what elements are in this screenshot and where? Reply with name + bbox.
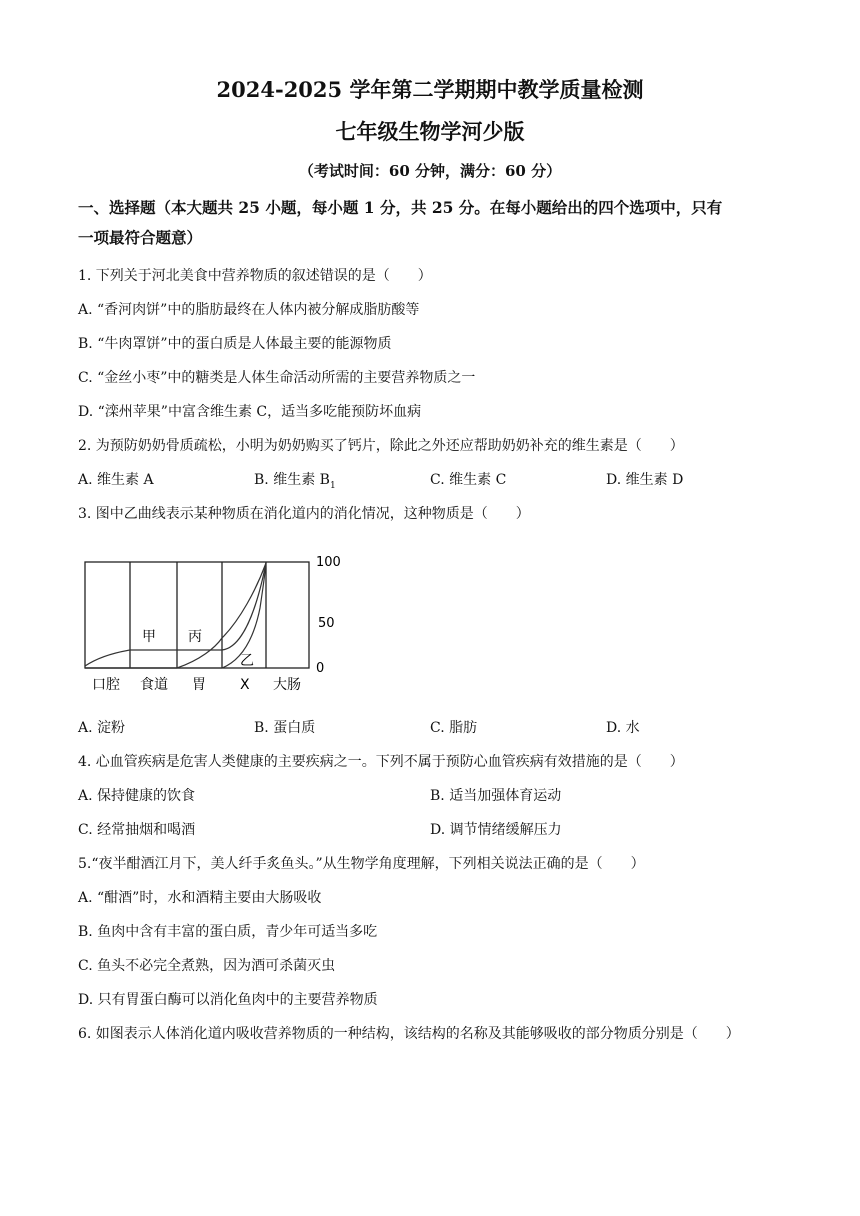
q1-option-d: D. “滦州苹果”中富含维生素 C，适当多吃能预防坏血病 xyxy=(78,404,422,420)
q4-option-d: D. 调节情绪缓解压力 xyxy=(430,822,562,838)
exam-info: （考试时间：60 分钟，满分：60 分） xyxy=(298,162,562,180)
organ-x: X xyxy=(240,677,250,693)
section-heading xyxy=(78,193,790,253)
q2-option-b xyxy=(254,469,336,491)
organ-large-intestine: 大肠 xyxy=(273,677,301,693)
q5-option-a: A. “酣酒”时，水和酒精主要由大肠吸收 xyxy=(78,890,322,906)
q5-option-c: C. 鱼头不必完全煮熟，因为酒可杀菌灭虫 xyxy=(78,958,336,974)
q1-option-c: C. “金丝小枣”中的糖类是人体生命活动所需的主要营养物质之一 xyxy=(78,370,476,386)
q2-option-a: A. 维生素 A xyxy=(78,472,154,488)
curve-yi xyxy=(85,563,266,668)
q3-option-c: C. 脂肪 xyxy=(430,720,478,736)
q4-option-b: B. 适当加强体育运动 xyxy=(430,788,562,804)
exam-subtitle: 七年级生物学河少版 xyxy=(335,119,525,144)
q1-stem: 1. 下列关于河北美食中营养物质的叙述错误的是（ ） xyxy=(78,268,432,284)
y-tick-50: 50 xyxy=(318,616,335,631)
label-bing: 丙 xyxy=(188,629,202,645)
section-heading-line1: 一、选择题（本大题共 25 小题，每小题 1 分，共 25 分。在每小题给出的四个选项中，只有 xyxy=(78,198,723,217)
curve-jia xyxy=(85,563,266,666)
label-jia: 甲 xyxy=(142,629,156,645)
q2-option-b-text: B. 维生素 B xyxy=(254,472,330,488)
q6-stem: 6. 如图表示人体消化道内吸收营养物质的一种结构，该结构的名称及其能够吸收的部分物质分别是（ ） xyxy=(78,1026,740,1042)
q3-option-b: B. 蛋白质 xyxy=(254,720,316,736)
organ-mouth: 口腔 xyxy=(92,677,120,693)
q4-stem: 4. 心血管疾病是危害人类健康的主要疾病之一。下列不属于预防心血管疾病有效措施的是（ ） xyxy=(78,754,684,770)
y-tick-0: 0 xyxy=(316,661,325,676)
q3-option-d: D. 水 xyxy=(606,720,640,736)
label-yi: 乙 xyxy=(240,653,254,669)
curve-bing xyxy=(85,563,266,668)
organ-stomach: 胃 xyxy=(192,677,206,693)
q2-option-b-subscript: 1 xyxy=(329,480,336,491)
organ-esophagus: 食道 xyxy=(140,677,168,693)
q3-option-a: A. 淀粉 xyxy=(78,720,126,736)
q5-option-b: B. 鱼肉中含有丰富的蛋白质，青少年可适当多吃 xyxy=(78,924,378,940)
q2-option-d: D. 维生素 D xyxy=(606,472,684,488)
q1-option-b: B. “牛肉罩饼”中的蛋白质是人体最主要的能源物质 xyxy=(78,336,392,352)
q4-option-a: A. 保持健康的饮食 xyxy=(78,788,196,804)
exam-title: 2024-2025 学年第二学期期中教学质量检测 xyxy=(216,77,644,102)
q5-stem: 5.“夜半酣酒江月下，美人纤手炙鱼头。”从生物学角度理解，下列相关说法正确的是（ ） xyxy=(78,856,645,872)
digestion-curve-figure xyxy=(80,548,360,698)
q4-option-c: C. 经常抽烟和喝酒 xyxy=(78,822,196,838)
section-heading-line2: 一项最符合题意） xyxy=(78,228,203,247)
q1-option-a: A. “香河肉饼”中的脂肪最终在人体内被分解成脂肪酸等 xyxy=(78,302,420,318)
q5-option-d: D. 只有胃蛋白酶可以消化鱼肉中的主要营养物质 xyxy=(78,992,378,1008)
q3-stem: 3. 图中乙曲线表示某种物质在消化道内的消化情况，这种物质是（ ） xyxy=(78,506,530,522)
y-tick-100: 100 xyxy=(316,555,341,570)
q2-stem: 2. 为预防奶奶骨质疏松，小明为奶奶购买了钙片，除此之外还应帮助奶奶补充的维生素是（ ） xyxy=(78,438,684,454)
q2-option-c: C. 维生素 C xyxy=(430,472,507,488)
